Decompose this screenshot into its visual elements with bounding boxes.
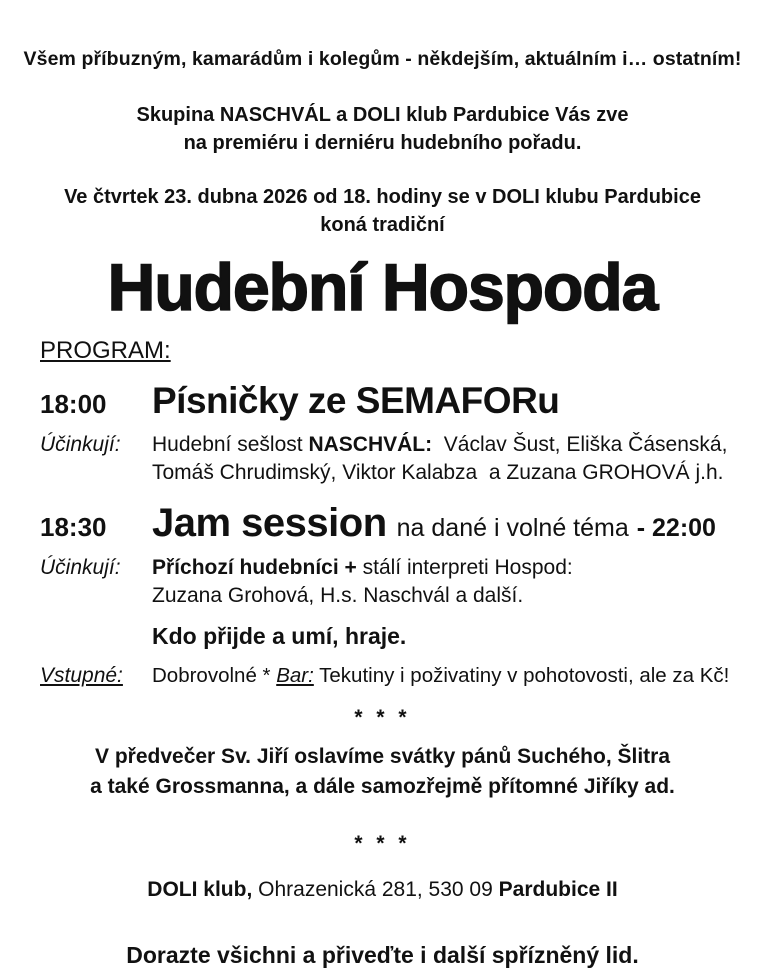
item-2-cast-line-2: Zuzana Grohová, H.s. Naschvál a další. bbox=[152, 583, 524, 607]
item-2-cast-label: Účinkují: bbox=[40, 556, 121, 579]
item-2-title-suffix: na dané i volné téma bbox=[396, 514, 629, 542]
date-block bbox=[0, 183, 765, 239]
program-note-row bbox=[40, 623, 749, 650]
item-1-cast-rest: Václav Šust, Eliška Čásenská, bbox=[432, 433, 728, 456]
program-item-1 bbox=[40, 379, 749, 423]
admission-prefix: Dobrovolné * bbox=[152, 664, 277, 687]
invite-line-2: na premiéru i derniéru hudebního pořadu. bbox=[183, 132, 582, 154]
item-1-title: Písničky ze SEMAFORu bbox=[152, 380, 560, 421]
item-2-cast-bold: Příchozí hudebníci + bbox=[152, 556, 357, 579]
flyer-page bbox=[0, 48, 765, 968]
date-line-1: Ve čtvrtek 23. dubna 2026 od 18. hodiny se v DOLI klubu Pardubice bbox=[64, 186, 701, 208]
admission-row bbox=[40, 664, 749, 688]
item-1-cast-label: Účinkují: bbox=[40, 433, 121, 456]
invite-line-1: Skupina NASCHVÁL a DOLI klub Pardubice Vás zve bbox=[136, 104, 629, 126]
item-2-title-end: - 22:00 bbox=[636, 514, 716, 542]
intro-line: Všem příbuzným, kamarádům i kolegům - někdejším, aktuálním i… ostatním! bbox=[23, 48, 742, 70]
footer-note-line-1: V předvečer Sv. Jiří oslavíme svátky pánů Suchého, Šlitra bbox=[94, 745, 671, 768]
venue-line bbox=[0, 878, 765, 902]
event-title: Hudební Hospoda bbox=[107, 250, 658, 324]
closing-line: Dorazte všichni a přiveďte i další spřízněný lid. bbox=[126, 942, 639, 968]
bar-label: Bar: bbox=[276, 664, 314, 687]
admission-label: Vstupné: bbox=[40, 664, 123, 687]
program-heading: PROGRAM: bbox=[40, 337, 171, 364]
venue-name: DOLI klub, bbox=[147, 878, 253, 901]
venue-address: Ohrazenická 281, 530 09 bbox=[252, 878, 499, 901]
program-item-2 bbox=[40, 500, 749, 546]
date-line-2: koná tradiční bbox=[320, 214, 445, 236]
program-item-2-cast bbox=[40, 554, 749, 609]
item-2-time: 18:30 bbox=[40, 512, 107, 542]
item-1-cast-prefix: Hudební sešlost bbox=[152, 433, 309, 456]
item-2-cast-rest: stálí interpreti Hospod: bbox=[356, 556, 573, 579]
item-2-title: Jam session bbox=[152, 501, 387, 545]
item-1-cast-line-2: Tomáš Chrudimský, Viktor Kalabza a Zuzana GROHOVÁ j.h. bbox=[152, 460, 724, 484]
separator-2: * * * bbox=[354, 832, 411, 855]
footer-note bbox=[0, 742, 765, 802]
program-item-1-cast bbox=[40, 431, 749, 486]
program-note: Kdo přijde a umí, hraje. bbox=[152, 623, 407, 649]
venue-city: Pardubice II bbox=[498, 878, 618, 901]
item-1-cast-text bbox=[152, 431, 749, 486]
admission-text bbox=[152, 664, 749, 688]
item-1-cast-bold: NASCHVÁL: bbox=[308, 433, 433, 456]
invite-block bbox=[0, 101, 765, 157]
item-1-time: 18:00 bbox=[40, 389, 107, 419]
item-2-cast-text bbox=[152, 554, 749, 609]
separator-1: * * * bbox=[354, 706, 411, 729]
footer-note-line-2: a také Grossmanna, a dále samozřejmě přítomné Jiříky ad. bbox=[90, 775, 675, 798]
admission-rest: Tekutiny i poživatiny v pohotovosti, ale za Kč! bbox=[313, 664, 730, 687]
